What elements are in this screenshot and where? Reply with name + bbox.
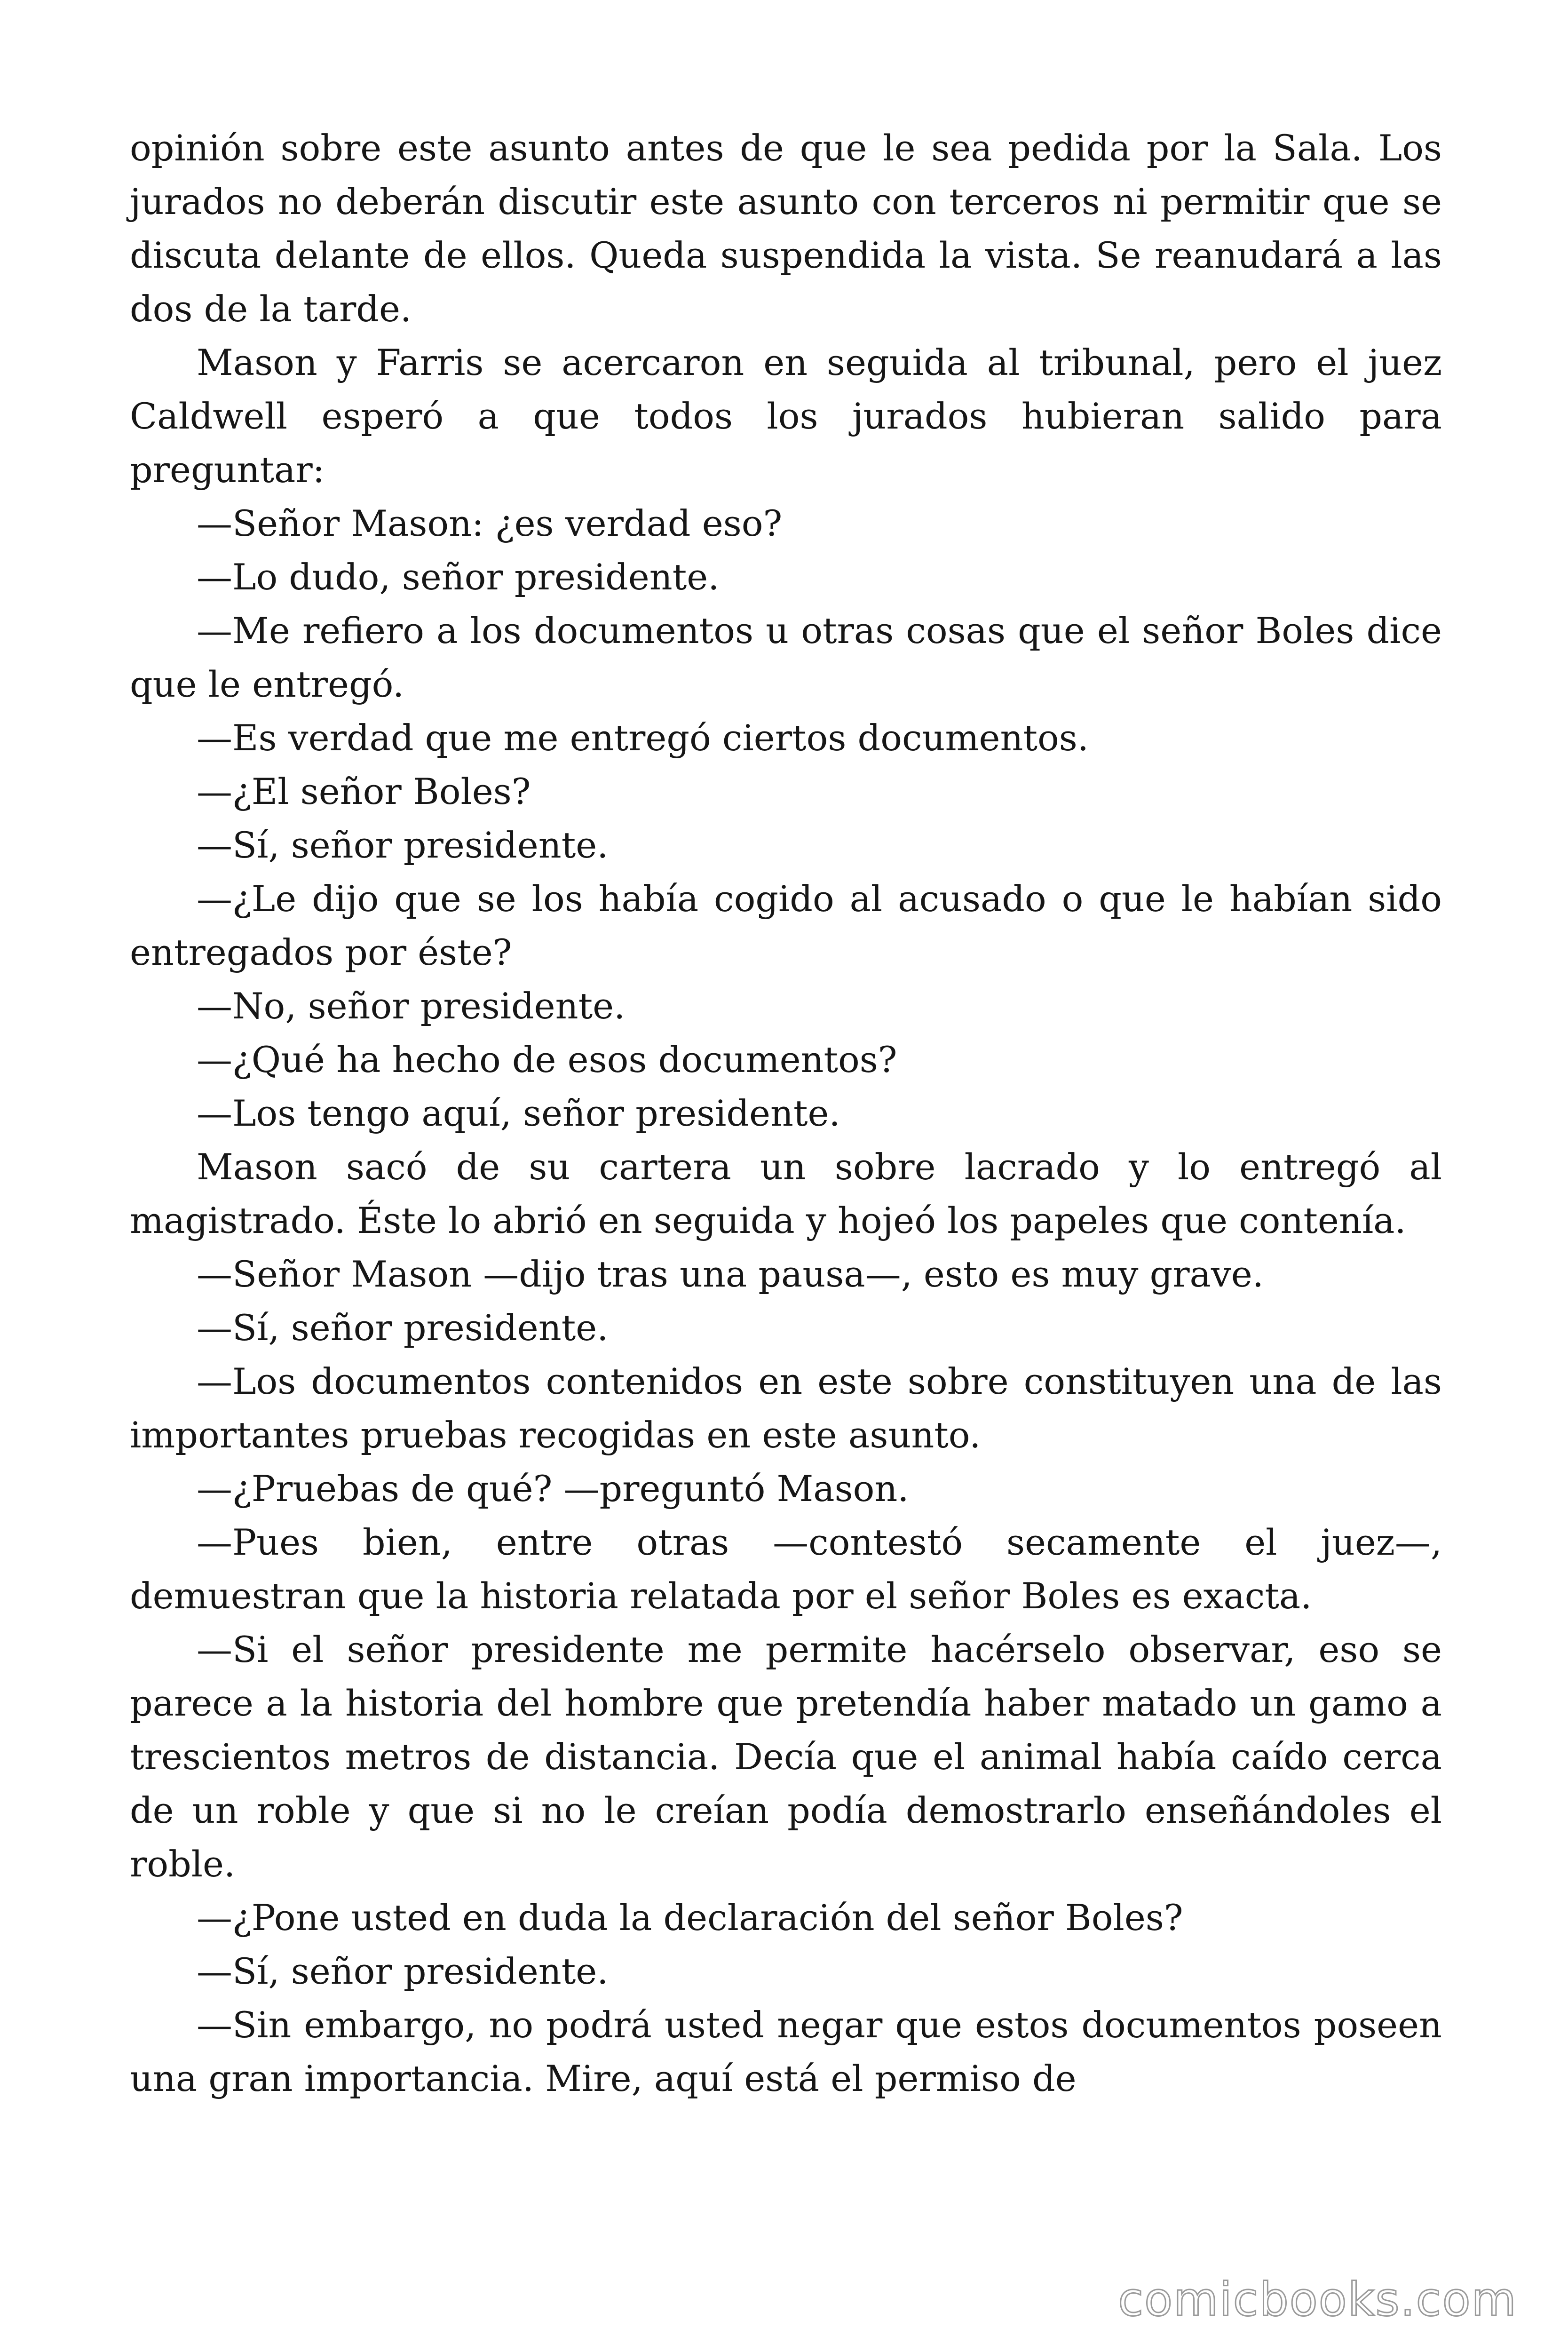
paragraph: —¿Pone usted en duda la declaración del señor Boles? [197,1897,1183,1939]
paragraph: —Lo dudo, señor presidente. [197,556,720,598]
paragraph: —¿Le dijo que se los había cogido al acusado o que le habían sido entregados por éste? [130,878,1442,973]
paragraph: —Sin embargo, no podrá usted negar que estos documentos poseen una gran importancia. Mire, aquí está el permiso de [130,2004,1442,2099]
paragraph: —Me refiero a los documentos u otras cosas que el señor Boles dice que le entregó. [130,610,1442,705]
paragraph: Mason sacó de su cartera un sobre lacrado y lo entregó al magistrado. Éste lo abrió en seguida y hojeó los papeles que contenía. [130,1146,1442,1241]
paragraph: —¿El señor Boles? [197,771,531,812]
page-body-text [130,121,1442,2106]
paragraph: —Sí, señor presidente. [197,1307,609,1349]
paragraph: Mason y Farris se acercaron en seguida al tribunal, pero el juez Caldwell esperó a que todos los jurados hubieran salido para preguntar: [130,342,1442,491]
paragraph: —Si el señor presidente me permite hacérselo observar, eso se parece a la historia del hombre que pretendía haber matado un gamo a trescientos metros de distancia. Decía que el animal había caído cerca de un roble y que si no le creían podía demostrarlo enseñándoles el roble. [130,1629,1442,1885]
paragraph: —Sí, señor presidente. [197,1950,609,1992]
paragraph: —Es verdad que me entregó ciertos documentos. [197,717,1089,759]
paragraph: —¿Qué ha hecho de esos documentos? [197,1039,897,1081]
paragraph: —Los tengo aquí, señor presidente. [197,1092,840,1134]
paragraph: —Sí, señor presidente. [197,824,609,866]
watermark: comicbooks.com [1118,2273,1517,2327]
paragraph: —No, señor presidente. [197,985,626,1027]
paragraph: opinión sobre este asunto antes de que le sea pedida por la Sala. Los jurados no deberán discutir este asunto con terceros ni permitir que se discuta delante de ellos. Queda suspendida la vista. Se reanudará a las dos de la tarde. [130,127,1442,330]
paragraph: —¿Pruebas de qué? —preguntó Mason. [197,1468,909,1510]
paragraph: —Los documentos contenidos en este sobre constituyen una de las importantes pruebas recogidas en este asunto. [130,1360,1442,1456]
paragraph: —Señor Mason: ¿es verdad eso? [197,502,783,544]
paragraph: —Pues bien, entre otras —contestó secamente el juez—, demuestran que la historia relatada por el señor Boles es exacta. [130,1521,1442,1617]
paragraph: —Señor Mason —dijo tras una pausa—, esto es muy grave. [197,1253,1264,1295]
